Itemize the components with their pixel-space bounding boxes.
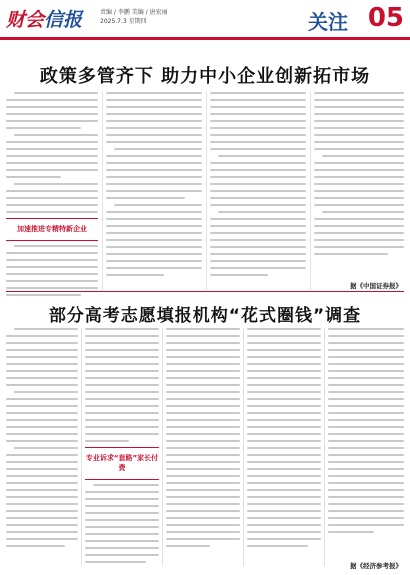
newspaper-logo bbox=[6, 5, 82, 32]
article1-column-3 bbox=[210, 92, 306, 281]
article2-column-4 bbox=[247, 328, 321, 552]
article2-column-2 bbox=[85, 328, 159, 568]
logo-part-1: 财会 bbox=[6, 9, 45, 31]
article1-column-2 bbox=[106, 92, 202, 281]
article2-headline: 部分高考志愿填报机构“花式圈钱”调查 bbox=[48, 306, 362, 326]
article1-headline: 政策多管齐下 助力中小企业创新拓市场 bbox=[39, 66, 371, 87]
article2-column-3 bbox=[166, 328, 240, 552]
article1-subhead: 加速推进专精特新企业 bbox=[17, 225, 87, 233]
article2-source: 据《经济参考报》 bbox=[350, 562, 402, 570]
article2-subhead-box bbox=[85, 447, 159, 480]
article1-column-4 bbox=[314, 92, 404, 260]
article1-source: 据《中国证券报》 bbox=[350, 282, 402, 290]
article1-column-1 bbox=[6, 92, 98, 301]
column-separator bbox=[162, 328, 163, 566]
article1-subhead-box bbox=[6, 218, 98, 241]
masthead-rule bbox=[0, 37, 410, 40]
article-divider bbox=[6, 291, 404, 292]
column-separator bbox=[81, 328, 82, 566]
section-label: 关注 bbox=[308, 10, 348, 34]
article2-column-1 bbox=[6, 328, 78, 552]
article2-column-5 bbox=[328, 328, 404, 538]
column-separator bbox=[206, 92, 207, 290]
editor-credits: 责编 / 李鹏 美编 / 唐宏丽 bbox=[100, 9, 168, 16]
logo-part-2: 信报 bbox=[44, 9, 83, 31]
article2-subhead: 专业诉求“套路”家长付费 bbox=[85, 454, 159, 472]
column-separator bbox=[102, 92, 103, 290]
column-separator bbox=[324, 328, 325, 566]
masthead-meta bbox=[100, 8, 168, 26]
page-number: 05 bbox=[367, 3, 404, 33]
masthead bbox=[0, 0, 410, 38]
column-separator bbox=[310, 92, 311, 290]
column-separator bbox=[243, 328, 244, 566]
issue-date: 2025.7.3 星期四 bbox=[100, 18, 147, 25]
